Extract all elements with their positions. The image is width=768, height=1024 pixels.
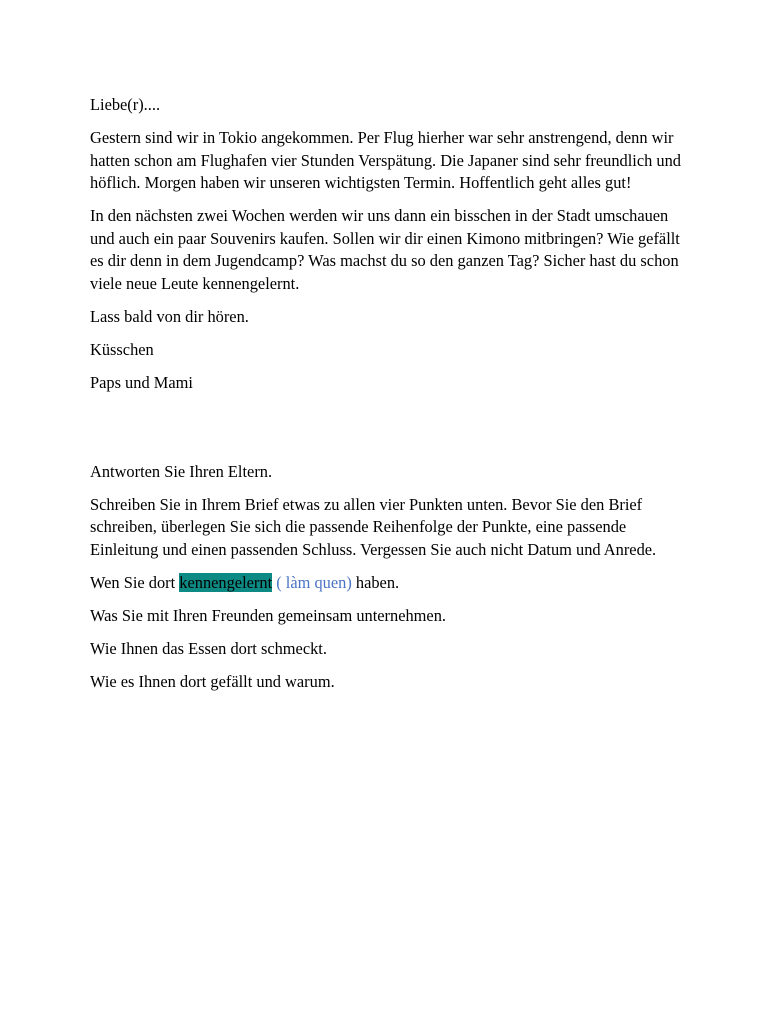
task-point-4: Wie es Ihnen dort gefällt und warum. [90, 671, 335, 691]
section-spacer [90, 405, 690, 461]
letter-signature: Paps und Mami [90, 372, 193, 392]
letter-farewell: Küsschen [90, 339, 154, 359]
task-point-3: Wie Ihnen das Essen dort schmeckt. [90, 638, 327, 658]
task-point-1-after: haben. [351, 572, 400, 592]
document-body [90, 94, 690, 704]
letter-greeting: Liebe(r).... [90, 95, 161, 114]
letter-closing-line: Lass bald von dir hören. [90, 306, 249, 326]
highlighted-word: kennengelernt [179, 572, 273, 592]
task-point-1-before: Wen Sie dort [90, 572, 180, 592]
letter-paragraph-1: Gestern sind wir in Tokio angekommen. Per Flug hierher war sehr anstrengend, denn wir hatten schon am Flughafen vier Stunden Verspätung. Die Japaner sind sehr freundlich und höflich. Morgen haben wir unseren wichtigsten Termin. Hoffentlich geht alles gut! [90, 128, 681, 192]
task-point-2: Was Sie mit Ihren Freunden gemeinsam unternehmen. [90, 605, 446, 625]
task-point-1 [90, 572, 690, 595]
task-instruction-body: Schreiben Sie in Ihrem Brief etwas zu allen vier Punkten unten. Bevor Sie den Brief schreiben, überlegen Sie sich die passende Reihenfolge der Punkte, eine passende Einleitung und einen passenden Schluss. Vergessen Sie auch nicht Datum und Anrede. [90, 494, 657, 559]
letter-paragraph-2: In den nächsten zwei Wochen werden wir uns dann ein bisschen in der Stadt umschauen und auch ein paar Souvenirs kaufen. Sollen wir dir einen Kimono mitbringen? Wie gefällt es dir denn in dem Jugendcamp? Was machst du so den ganzen Tag? Sicher hast du schon viele neue Leute kennengelernt. [90, 206, 680, 293]
translation-note: ( làm quen) [272, 572, 352, 592]
task-instruction-title: Antworten Sie Ihren Eltern. [90, 461, 273, 481]
